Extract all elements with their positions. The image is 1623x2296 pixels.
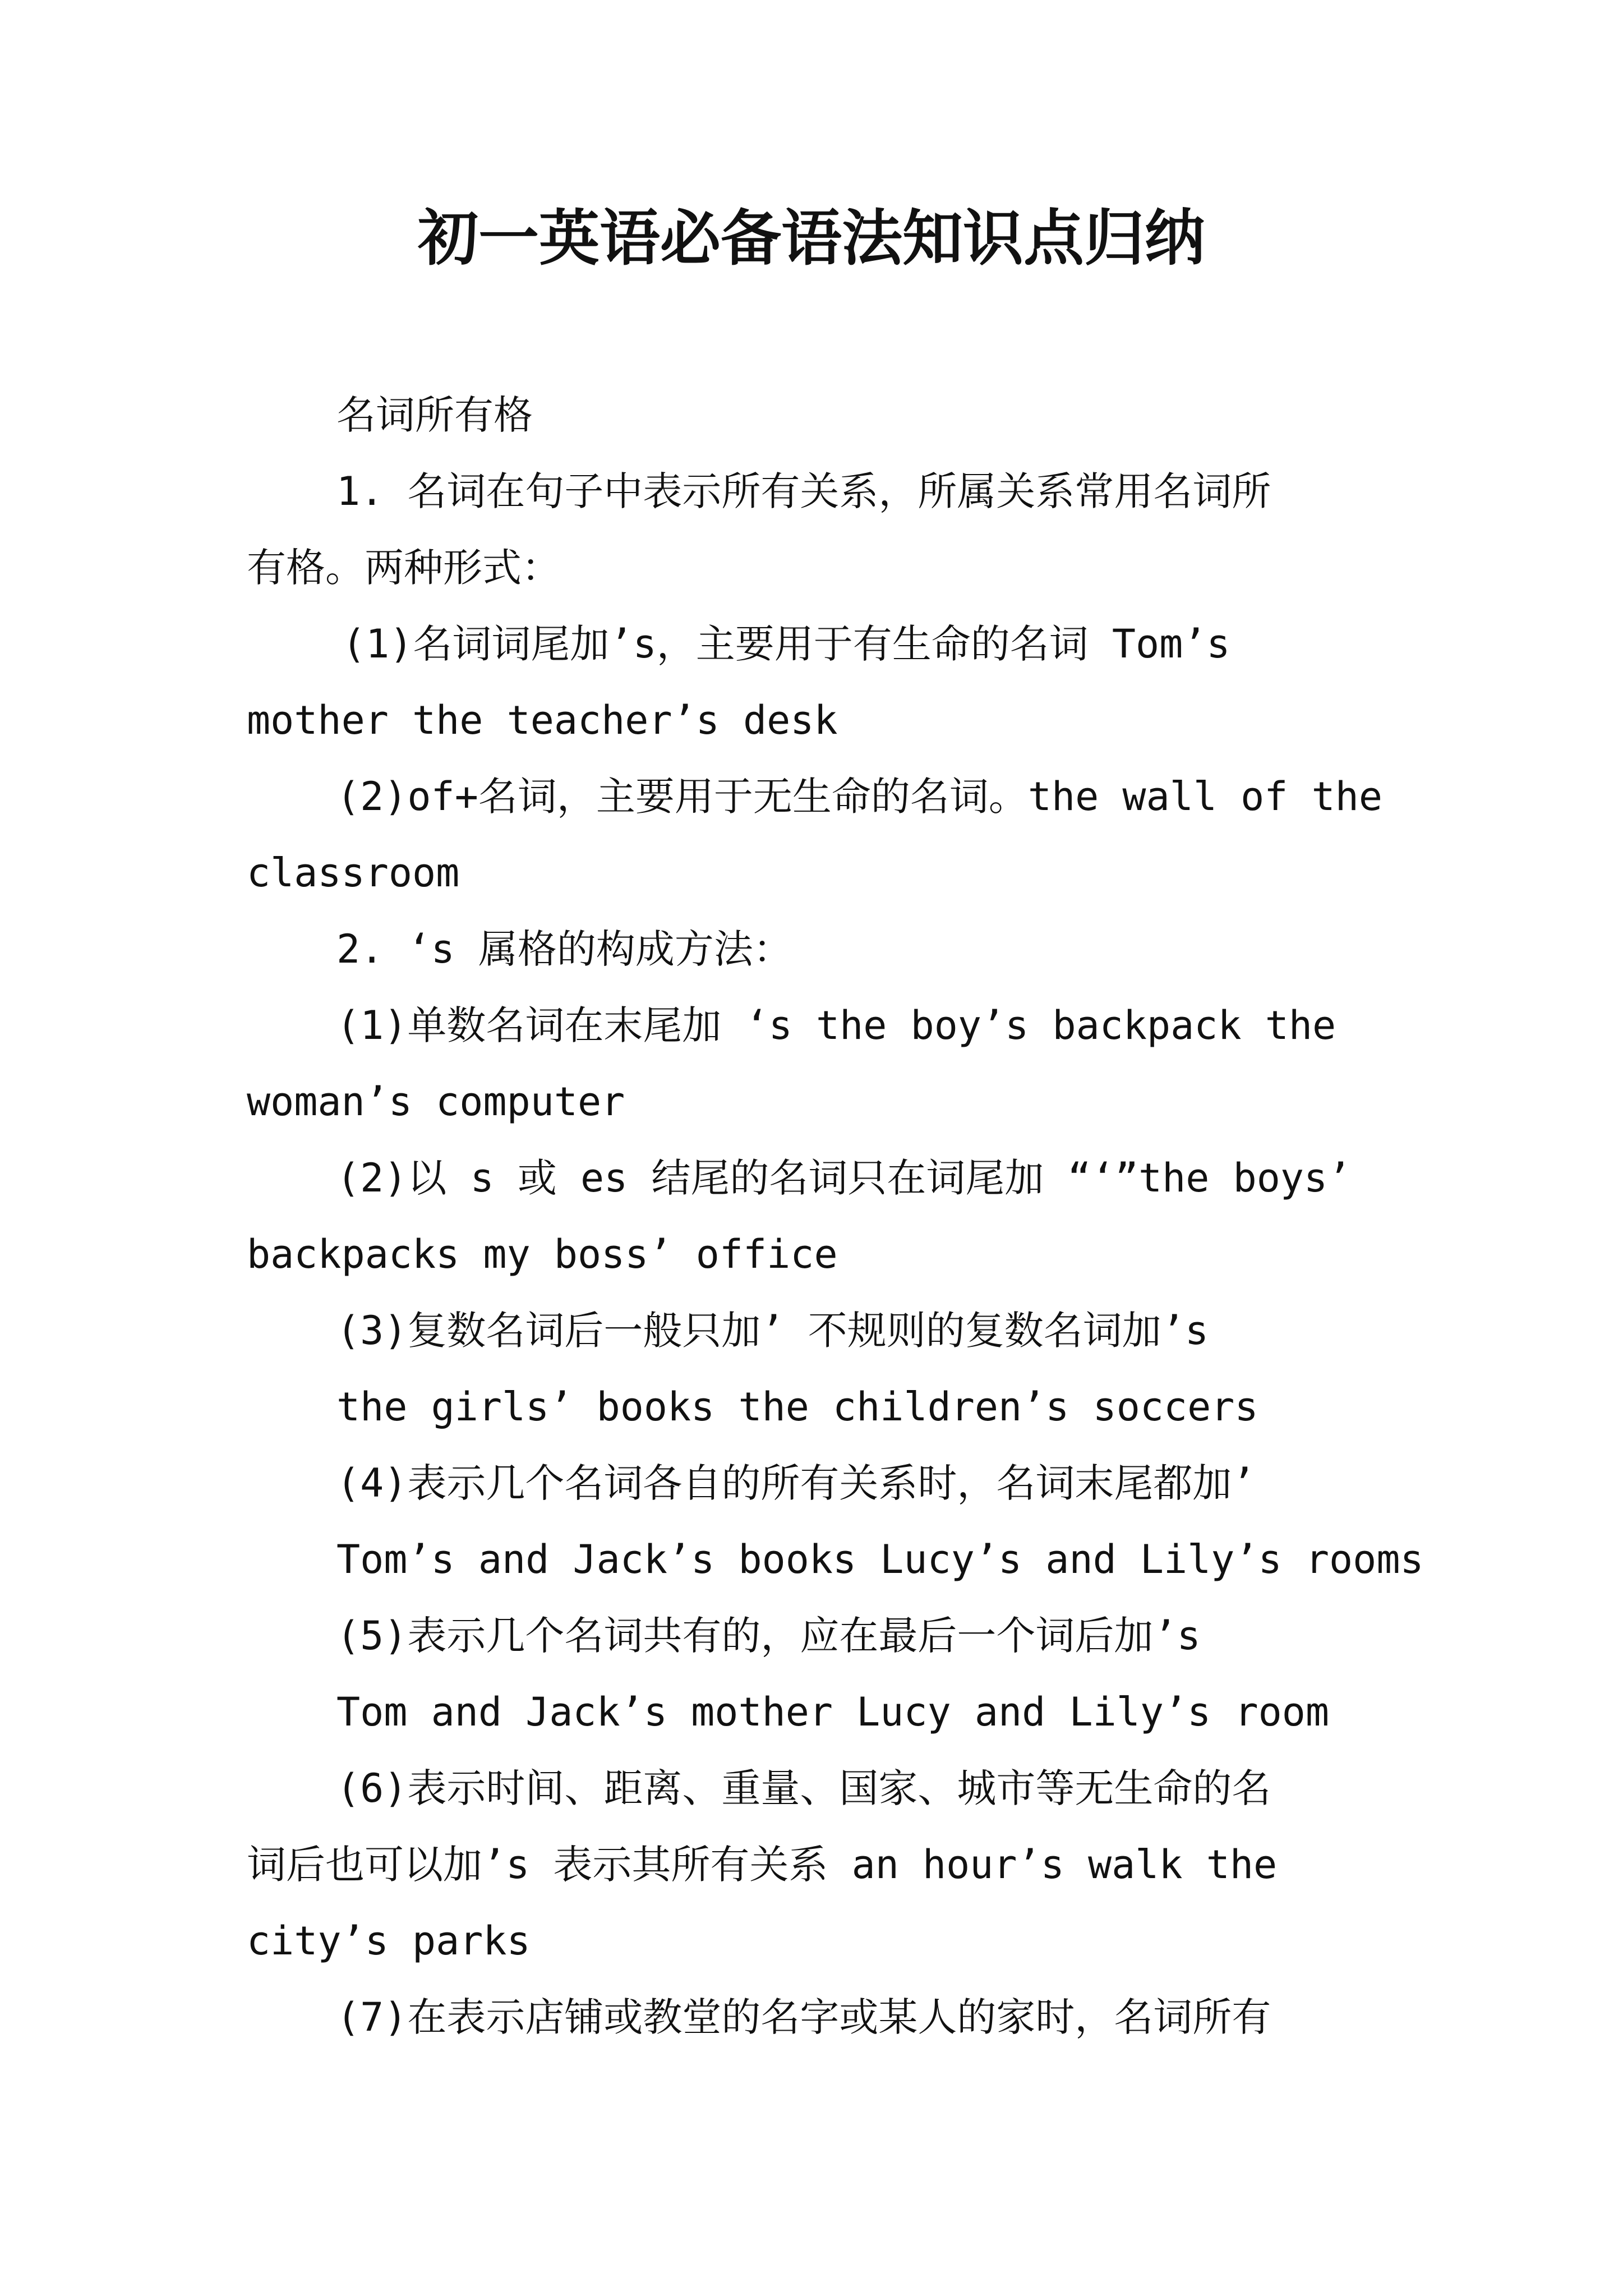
text-line: Tom’s and Jack’s books Lucy’s and Lily’s rooms <box>336 1536 1424 1582</box>
text-line: woman’s computer <box>247 1079 625 1125</box>
text-line: (5)表示几个名词共有的，应在最后一个词后加’s <box>336 1613 1201 1659</box>
text-line: (2)of+名词，主要用于无生命的名词。the wall of the <box>336 774 1383 820</box>
page-title: 初一英语必备语法知识点归纳 <box>417 203 1205 274</box>
text-line: (1)名词词尾加’s，主要用于有生命的名词 Tom’s <box>342 621 1230 667</box>
text-line: (4)表示几个名词各自的所有关系时，名词末尾都加’ <box>336 1460 1256 1506</box>
text-line: (3)复数名词后一般只加’ 不规则的复数名词加’s <box>336 1308 1209 1354</box>
text-line: (2)以 s 或 es 结尾的名词只在词尾加 “‘”the boys’ <box>336 1155 1352 1201</box>
text-line: (1)单数名词在末尾加 ‘s the boy’s backpack the <box>336 1002 1336 1048</box>
text-line: 词后也可以加’s 表示其所有关系 an hour’s walk the <box>247 1842 1278 1888</box>
text-line: (7)在表示店铺或教堂的名字或某人的家时，名词所有 <box>336 1994 1271 2040</box>
text-line: city’s parks <box>247 1918 531 1964</box>
text-line: classroom <box>247 850 460 896</box>
section-heading: 名词所有格 <box>336 392 533 438</box>
text-line: backpacks my boss’ office <box>247 1231 838 1277</box>
text-line: mother the teacher’s desk <box>247 697 838 743</box>
text-line: Tom and Jack’s mother Lucy and Lily’s room <box>336 1689 1330 1735</box>
text-line: 2. ‘s 属格的构成方法： <box>336 926 792 972</box>
text-line: (6)表示时间、距离、重量、国家、城市等无生命的名 <box>336 1765 1271 1811</box>
text-line: 1. 名词在句子中表示所有关系，所属关系常用名词所 <box>336 468 1271 514</box>
text-line: 有格。两种形式： <box>247 545 561 591</box>
text-line: the girls’ books the children’s soccers <box>336 1384 1258 1430</box>
